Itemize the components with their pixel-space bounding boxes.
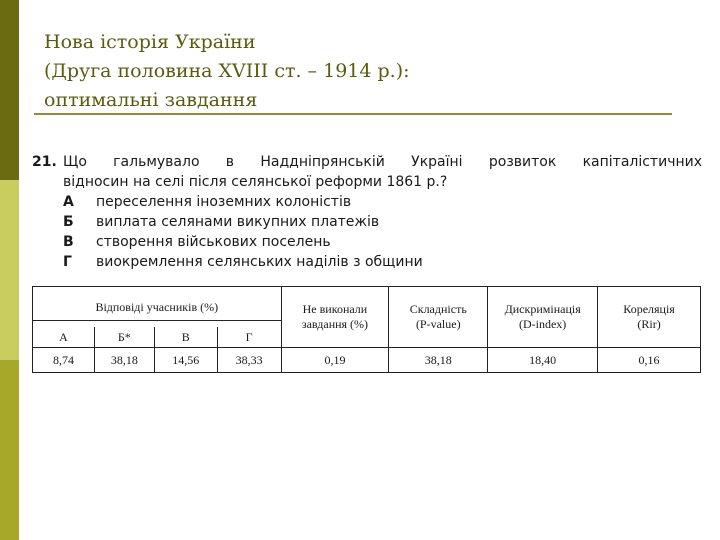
decor-band-dark [0, 0, 19, 180]
value-correlation: 0,16 [598, 348, 701, 373]
option-letter: В [63, 234, 74, 250]
value-discrimination: 18,40 [488, 348, 598, 373]
answer-letter-a: А [33, 327, 95, 348]
option-g [32, 252, 702, 272]
title-line-2: (Друга половина XVIII ст. – 1914 р.): [44, 60, 410, 82]
option-v [32, 232, 702, 252]
decor-band-mid [0, 360, 19, 540]
question-text-line-1: Що гальмувало в Наддніпрянській Україні розвиток капіталістичних [63, 154, 702, 170]
value-not-done: 0,19 [281, 348, 389, 373]
value-v: 14,56 [154, 348, 217, 373]
option-text: створення військових поселень [96, 234, 331, 250]
table-row [33, 348, 701, 373]
option-a [32, 192, 702, 212]
statistics-table [32, 286, 701, 373]
question-text-line-2: відносин на селі після селянської реформи 1861 р.? [63, 174, 448, 190]
option-letter: А [63, 194, 74, 210]
value-g: 38,33 [217, 348, 281, 373]
title-line-3: оптимальні завдання [44, 89, 258, 111]
correlation-header: Кореляція (Rir) [598, 287, 701, 348]
value-b: 38,18 [94, 348, 154, 373]
title-line-1: Нова історія України [44, 31, 256, 53]
title-underline [34, 113, 672, 115]
answer-letter-b: Б* [94, 327, 154, 348]
option-text: переселення іноземних колоністів [96, 194, 352, 210]
answer-letter-v: В [154, 327, 217, 348]
option-text: виплата селянами викупних платежів [96, 214, 380, 230]
answers-group-header: Відповіді учасників (%) [33, 287, 282, 328]
decor-band-light [0, 180, 19, 360]
option-text: виокремлення селянських наділів з общини [96, 254, 423, 270]
not-done-header: Не виконали завдання (%) [281, 287, 389, 348]
answer-letter-g: Г [217, 327, 281, 348]
question-first-line [32, 152, 702, 172]
question-number: 21. [32, 154, 57, 170]
difficulty-header: Складність (P-value) [389, 287, 488, 348]
value-difficulty: 38,18 [389, 348, 488, 373]
value-a: 8,74 [33, 348, 95, 373]
question-block [32, 152, 702, 272]
table-header-row [33, 287, 701, 328]
option-letter: Г [63, 254, 72, 270]
slide-title [44, 28, 410, 115]
discrimination-header: Дискримінація (D-index) [488, 287, 598, 348]
option-b [32, 212, 702, 232]
option-letter: Б [63, 214, 74, 230]
